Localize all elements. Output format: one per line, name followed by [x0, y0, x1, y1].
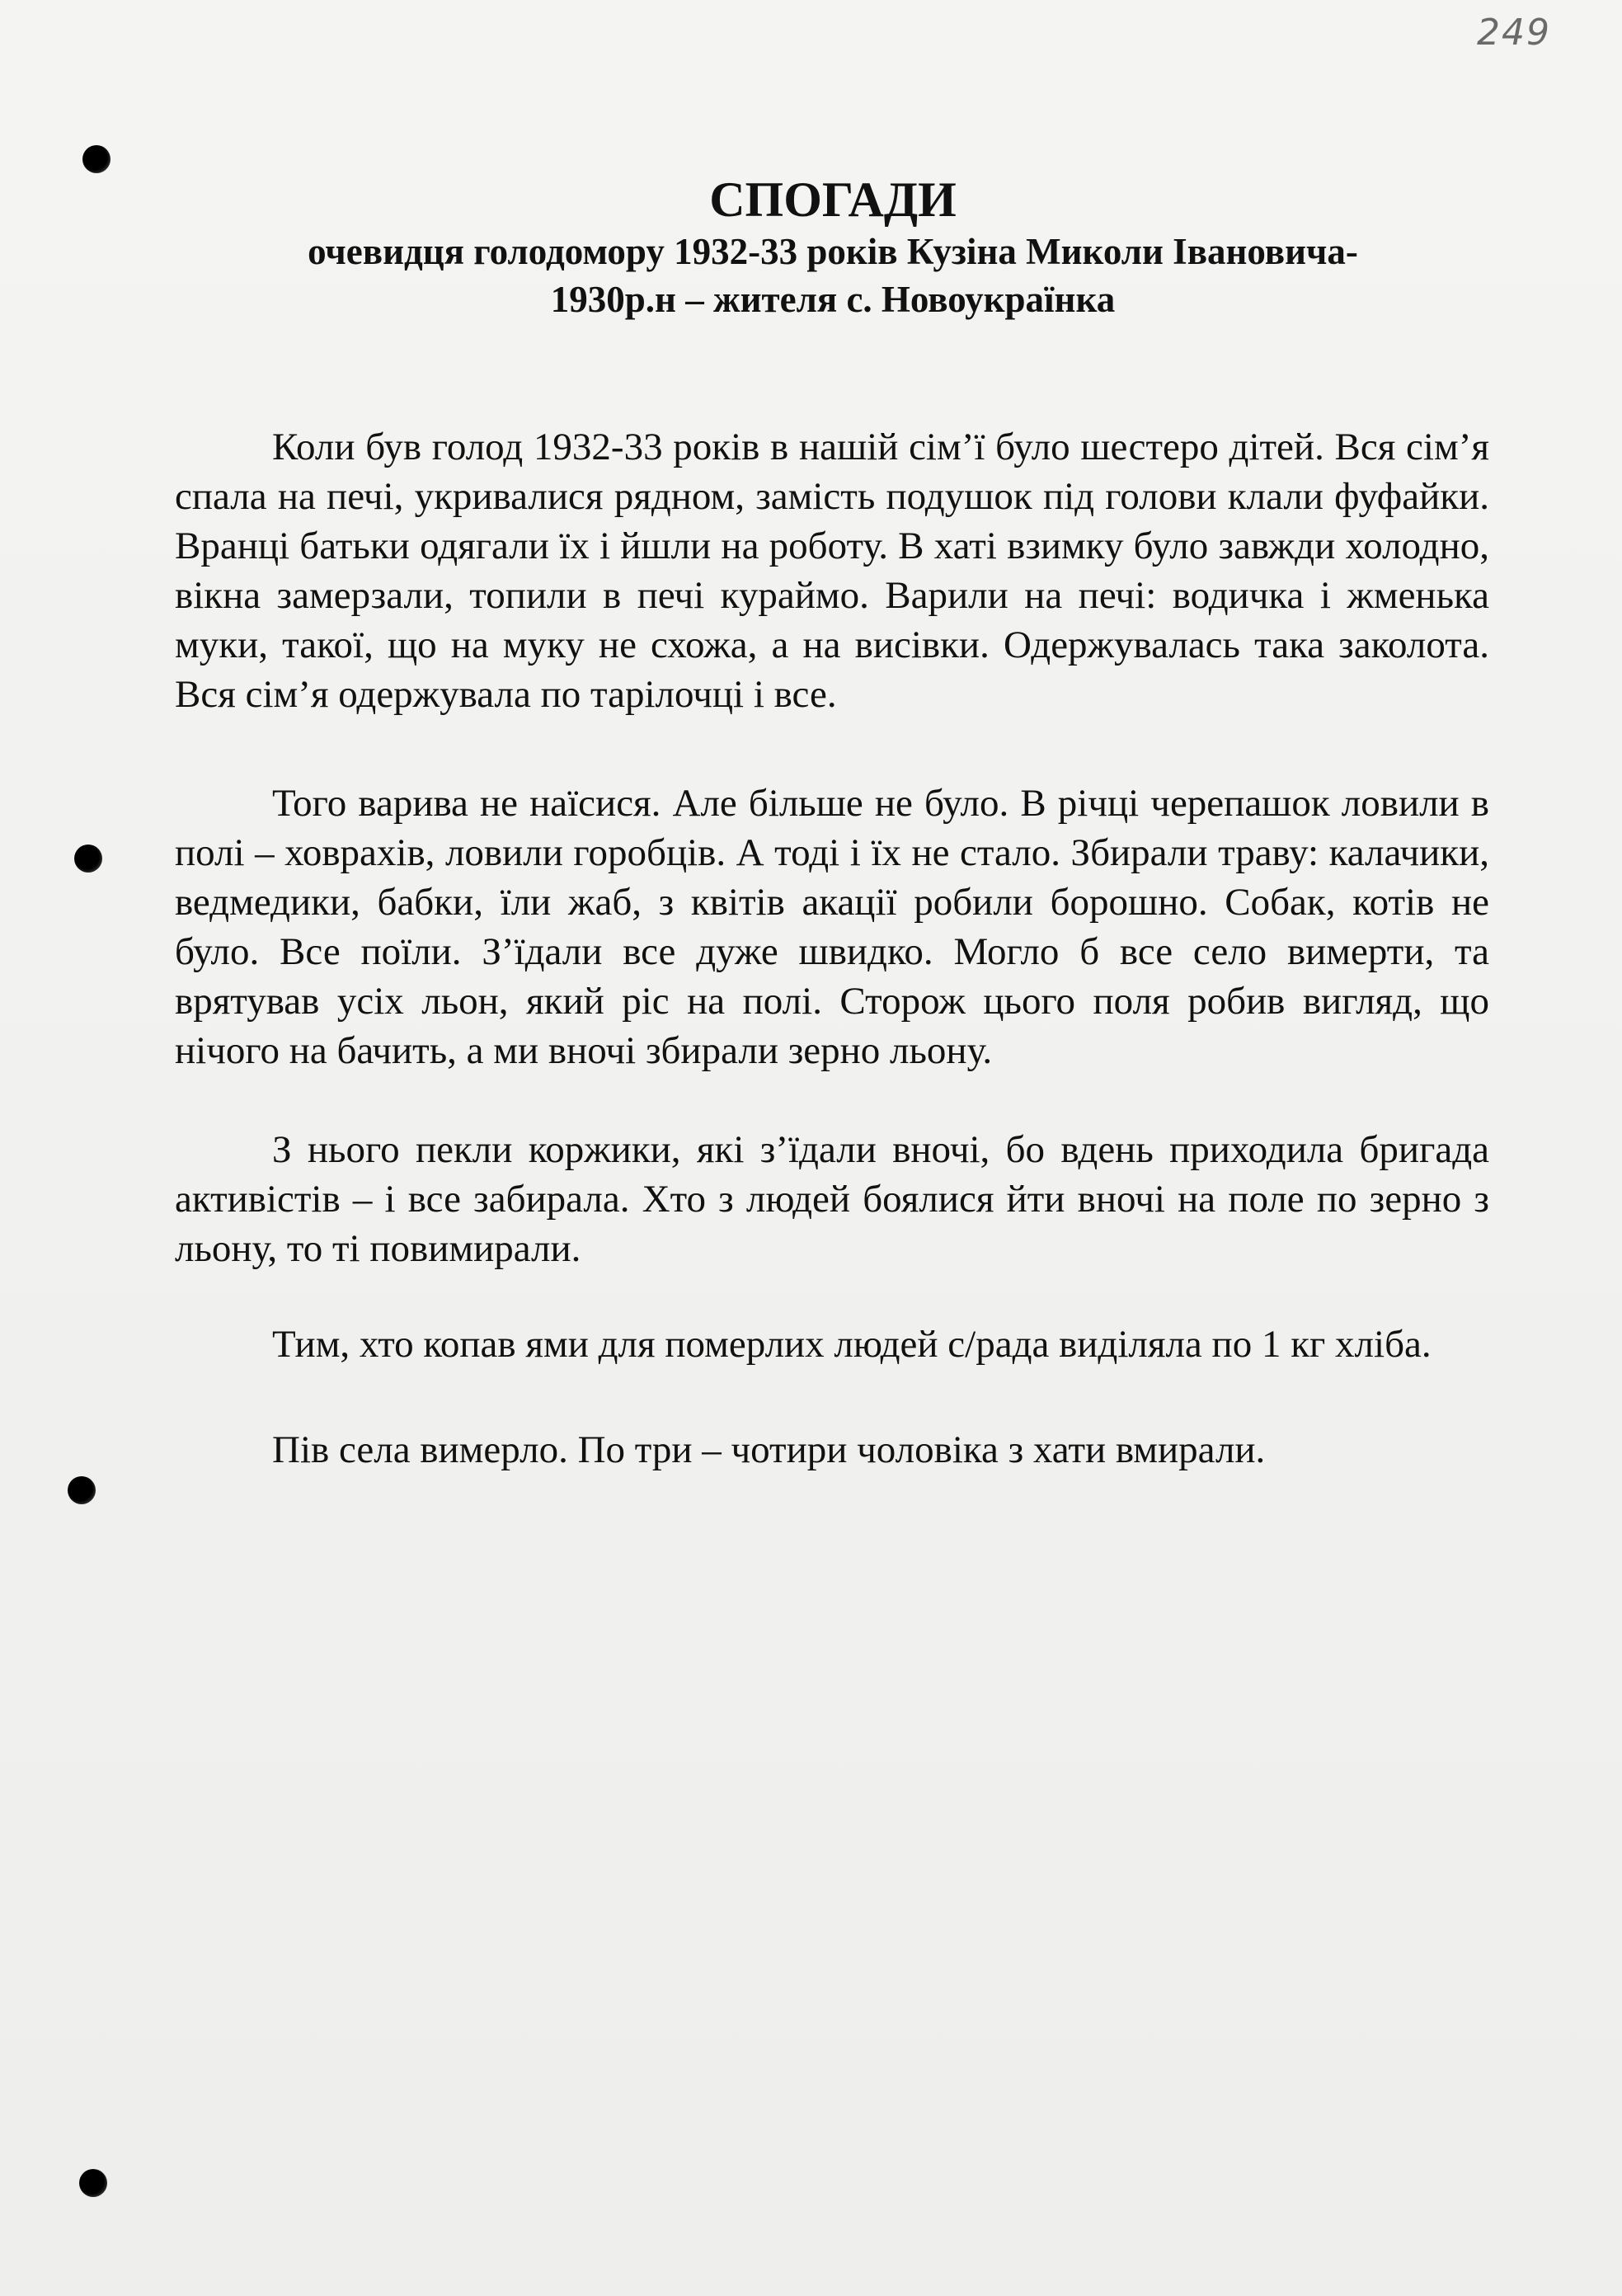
paragraph-2: Того варива не наїсися. Але більше не було. В річці черепашок ловили в полі – ховрахів, ловили горобців. А тоді і їх не стало. Збирали траву: калачики, ведмедики, бабки, їли жаб, з квітів акації робили борошно. Собак, котів не було. Все поїли. З’їдали все дуже швидко. Могло б все село вимерти, та врятував усіх льон, який ріс на полі. Сторож цього поля робив вигляд, що нічого на бачить, а ми вночі збирали зерно льону.: [175, 782, 1489, 1072]
document-header: [148, 172, 1517, 323]
punch-hole: [82, 145, 110, 173]
punch-hole: [79, 2169, 107, 2197]
document-subtitle-line-2: 1930р.н – жителя с. Новоукраїнка: [550, 279, 1116, 320]
paragraph-1: Коли був голод 1932-33 років в нашій сім’ї було шестеро дітей. Вся сім’я спала на печі, укривалися рядном, замість подушок під голови клали фуфайки. Вранці батьки одягали їх і йшли на роботу. В хаті взимку було завжди холодно, вікна замерзали, топили в печі кураймо. Варили на печі: водичка і жменька муки, такої, що на муку не схожа, а на висівки. Одержувалась така заколота. Вся сім’я одержувала по тарілочці і все.: [175, 426, 1489, 716]
paragraph-5: Пів села вимерло. По три – чотири чоловіка з хати вмирали.: [272, 1428, 1266, 1471]
paragraph-4: Тим, хто копав ями для померлих людей с/рада виділяла по 1 кг хліба.: [272, 1323, 1432, 1366]
handwritten-page-number: 249: [1477, 12, 1551, 54]
document-body: [175, 422, 1489, 1475]
document-subtitle-line-1: очевидця голодомору 1932-33 років Кузіна Миколи Івановича-: [308, 231, 1358, 272]
document-title: СПОГАДИ: [709, 172, 957, 227]
punch-hole: [68, 1476, 96, 1504]
punch-hole: [74, 845, 102, 873]
paragraph-3: З нього пекли коржики, які з’їдали вночі, бо вдень приходила бригада активістів – і все забирала. Хто з людей боялися йти вночі на поле по зерно з льону, то ті повимирали.: [175, 1128, 1489, 1270]
